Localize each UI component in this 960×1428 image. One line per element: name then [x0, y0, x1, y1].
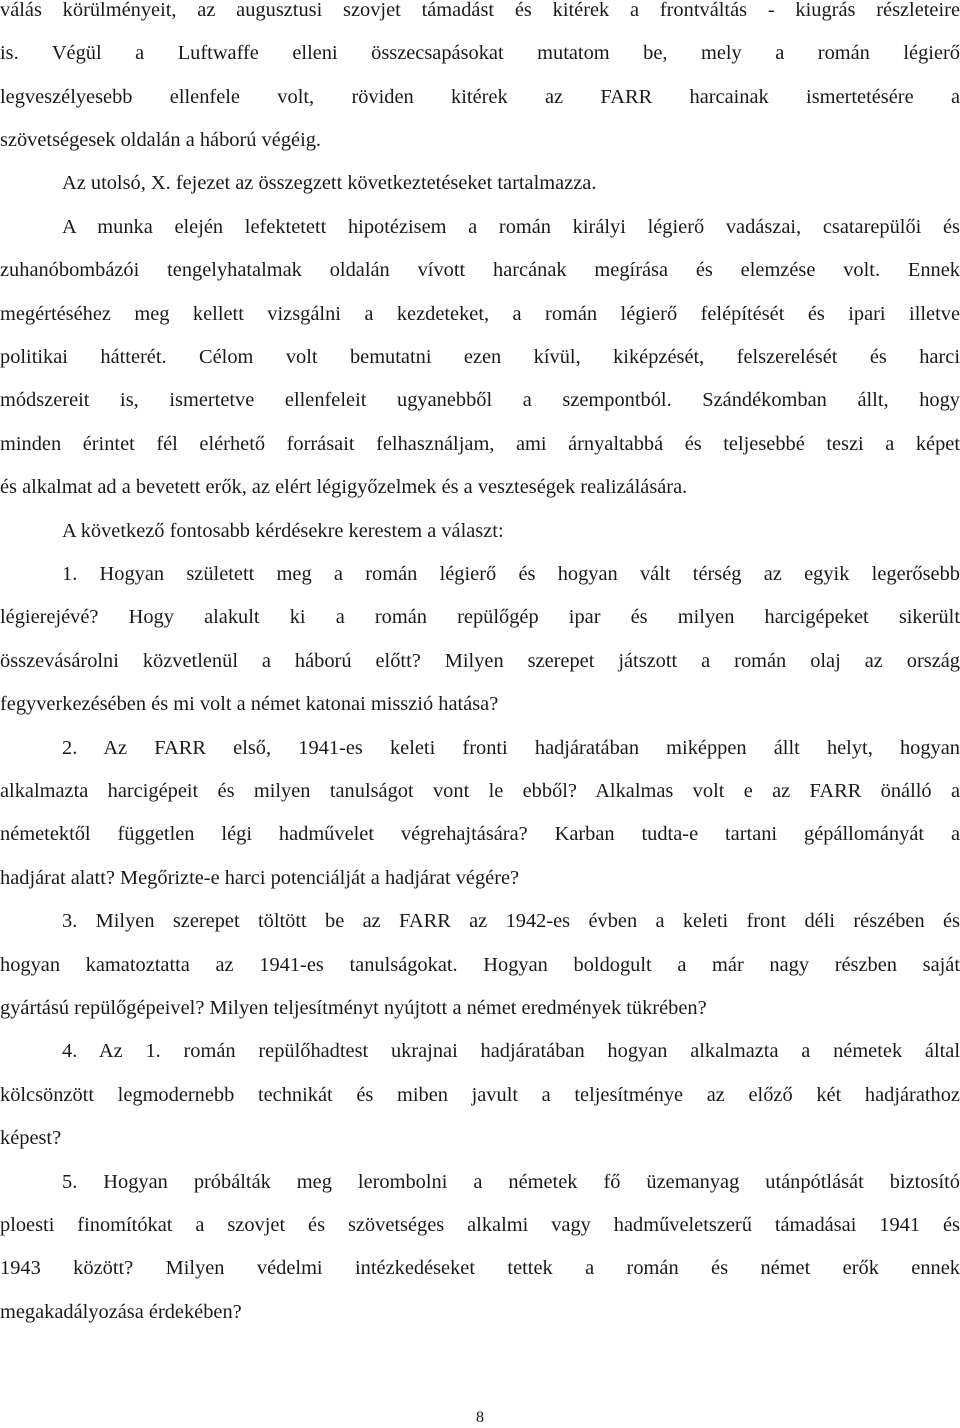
text-line: válás körülményeit, az augusztusi szovjet támadást és kitérek a frontváltás - kiugrás részleteire [0, 0, 960, 21]
list-item-line: 4. Az 1. román repülőhadtest ukrajnai hadjáratában hogyan alkalmazta a németek által [62, 1040, 960, 1062]
text-line: légierejévé? Hogy alakult ki a román repülőgép ipar és milyen harcigépeket sikerült [0, 606, 960, 628]
text-line: A következő fontosabb kérdésekre kerestem a választ: [62, 520, 504, 542]
text-line: hadjárat alatt? Megőrizte-e harci potenciálját a hadjárat végére? [0, 867, 520, 889]
text-line: minden érintet fél elérhető forrásait felhasználjam, ami árnyaltabbá és teljesebbé teszi a képet [0, 433, 960, 455]
text-line: megértéséhez meg kellett vizsgálni a kezdeteket, a román légierő felépítését és ipari illetve [0, 303, 960, 325]
text-line: politikai hátterét. Célom volt bemutatni ezen kívül, kiképzését, felszerelését és harci [0, 346, 960, 368]
list-item-line: 5. Hogyan próbálták meg lerombolni a németek fő üzemanyag utánpótlását biztosító [62, 1171, 960, 1193]
text-line: zuhanóbombázói tengelyhatalmak oldalán vívott harcának megírása és elemzése volt. Ennek [0, 259, 960, 281]
text-line: fegyverkezésében és mi volt a német katonai misszió hatása? [0, 693, 499, 715]
text-line: képest? [0, 1127, 62, 1149]
text-line: megakadályozása érdekében? [0, 1301, 242, 1323]
text-line: is. Végül a Luftwaffe elleni összecsapásokat mutatom be, mely a román légierő [0, 42, 960, 64]
text-line: A munka elején lefektetett hipotézisem a román királyi légierő vadászai, csatarepülői és [62, 216, 960, 238]
text-line: németektől független légi hadművelet végrehajtására? Karban tudta-e tartani gépállományát a [0, 823, 960, 845]
text-line: 1943 között? Milyen védelmi intézkedéseket tettek a román és német erők ennek [0, 1257, 960, 1279]
text-line: módszereit is, ismertetve ellenfeleit ugyanebből a szempontból. Szándékomban állt, hogy [0, 389, 960, 411]
text-line: gyártású repülőgépeivel? Milyen teljesítményt nyújtott a német eredmények tükrében? [0, 997, 707, 1019]
list-item-line: 1. Hogyan született meg a román légierő és hogyan vált térség az egyik legerősebb [62, 563, 960, 585]
text-line: összevásárolni közvetlenül a háború előtt? Milyen szerepet játszott a román olaj az ország [0, 650, 960, 672]
page-number: 8 [476, 1409, 484, 1426]
text-line: szövetségesek oldalán a háború végéig. [0, 129, 322, 151]
text-line: legveszélyesebb ellenfele volt, röviden kitérek az FARR harcainak ismertetésére a [0, 86, 960, 108]
text-line: alkalmazta harcigépeit és milyen tanulságot vont le ebből? Alkalmas volt e az FARR önálló a [0, 780, 960, 802]
text-line: hogyan kamatoztatta az 1941-es tanulságokat. Hogyan boldogult a már nagy részben saját [0, 954, 960, 976]
list-item-line: 3. Milyen szerepet töltött be az FARR az 1942-es évben a keleti front déli részében és [62, 910, 960, 932]
text-line: kölcsönzött legmodernebb technikát és miben javult a teljesítménye az előző két hadjárathoz [0, 1084, 960, 1106]
text-line: ploesti finomítókat a szovjet és szövetséges alkalmi vagy hadműveletszerű támadásai 1941 és [0, 1214, 960, 1236]
text-line: és alkalmat ad a bevetett erők, az elért légigyőzelmek és a veszteségek realizálására. [0, 476, 688, 498]
list-item-line: 2. Az FARR első, 1941-es keleti fronti hadjáratában miképpen állt helyt, hogyan [62, 737, 960, 759]
text-line: Az utolsó, X. fejezet az összegzett következtetéseket tartalmazza. [62, 172, 597, 194]
